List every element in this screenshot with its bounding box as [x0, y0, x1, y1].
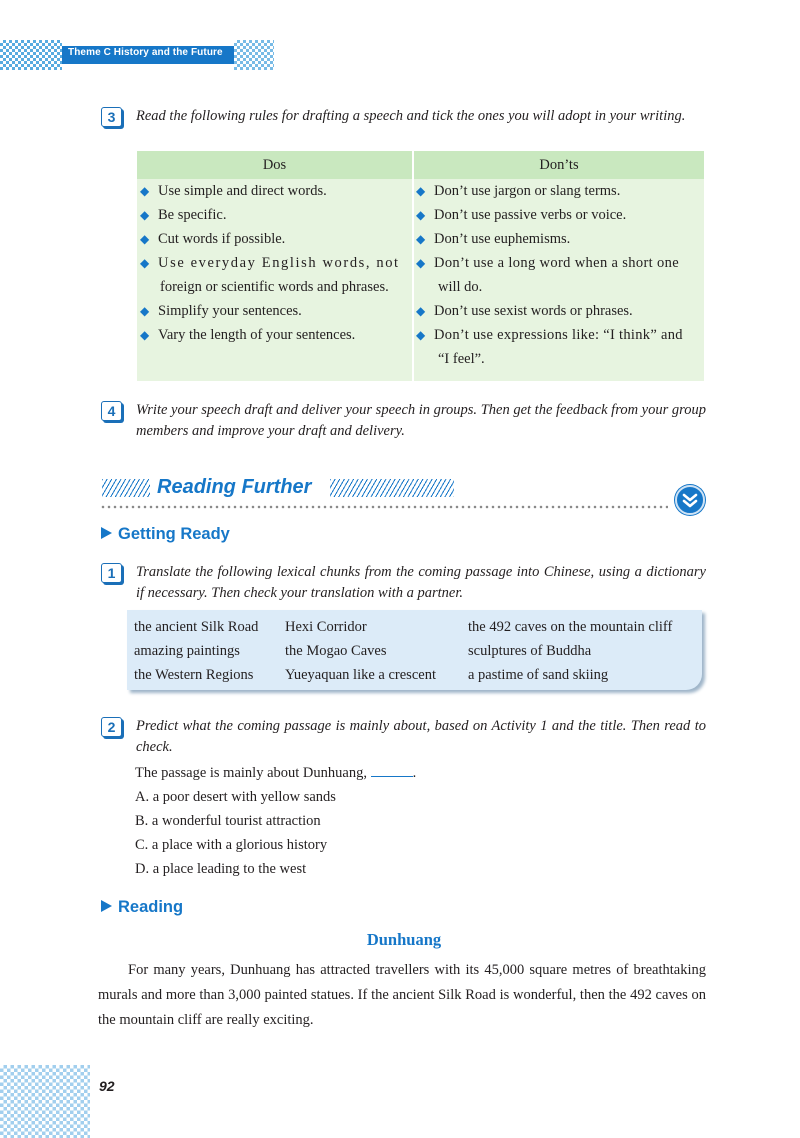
- getting-ready-heading: Getting Ready: [101, 525, 230, 544]
- passage-title: Dunhuang: [366, 930, 442, 949]
- dos-item: ◆ Simplify your sentences.: [140, 299, 302, 323]
- option-a: A. a poor desert with yellow sands: [135, 789, 336, 805]
- option-b: B. a wonderful tourist attraction: [135, 813, 321, 829]
- chunk: the Mogao Caves: [285, 643, 387, 659]
- donts-item: ◆ Don’t use expressions like: “I think” and: [416, 323, 683, 347]
- dotted-rule: [100, 505, 668, 509]
- bullet-icon: ◆: [140, 256, 151, 270]
- reading-heading: Reading: [101, 898, 183, 917]
- activity-2-instruction: Predict what the coming passage is mainly about, based on Activity 1 and the title. Then read to check.: [136, 718, 706, 755]
- option-d: D. a place leading to the west: [135, 861, 307, 877]
- donts-item: ◆ Don’t use passive verbs or voice.: [416, 203, 626, 227]
- play-arrow-icon: [101, 527, 112, 539]
- donts-item: ◆ Don’t use euphemisms.: [416, 227, 570, 251]
- donts-item: ◆ Don’t use sexist words or phrases.: [416, 299, 633, 323]
- dos-item: ◆ Be specific.: [140, 203, 226, 227]
- activity-4-instruction: Write your speech draft and deliver your speech in groups. Then get the feedback from your group members and improve your draft and delivery.: [136, 402, 706, 439]
- dos-item: ◆ Use everyday English words, not: [140, 251, 400, 275]
- page-number: 92: [99, 1078, 115, 1094]
- bullet-icon: ◆: [140, 304, 150, 318]
- chunk: the ancient Silk Road: [134, 619, 259, 635]
- activity-3-instruction: Read the following rules for drafting a speech and tick the ones you will adopt in your writing.: [136, 108, 686, 124]
- donts-item-continued: “I feel”.: [438, 351, 485, 367]
- chunk: the 492 caves on the mountain cliff: [468, 619, 673, 635]
- option-c: C. a place with a glorious history: [135, 837, 328, 853]
- bullet-icon: ◆: [416, 232, 426, 246]
- play-arrow-icon: [101, 900, 112, 912]
- bullet-icon: ◆: [140, 184, 150, 198]
- header-pattern-right: [234, 40, 274, 70]
- reading-further-title: Reading Further: [157, 476, 312, 498]
- donts-header: Don’ts: [414, 151, 704, 179]
- bullet-icon: ◆: [416, 304, 426, 318]
- chunk: a pastime of sand skiing: [468, 667, 609, 683]
- donts-item: ◆ Don’t use a long word when a short one: [416, 251, 679, 275]
- dos-item: ◆ Vary the length of your sentences.: [140, 323, 355, 347]
- answer-blank[interactable]: [371, 762, 413, 777]
- activity-1-instruction: Translate the following lexical chunks from the coming passage into Chinese, using a dictionary if necessary. Then check your translation with a partner.: [136, 564, 706, 601]
- dos-header: Dos: [137, 151, 412, 179]
- chunk: sculptures of Buddha: [468, 643, 592, 659]
- activity-4-number: 4: [101, 401, 122, 421]
- bullet-icon: ◆: [140, 328, 150, 342]
- reading-further-deco-right: [330, 479, 454, 497]
- bullet-icon: ◆: [140, 208, 150, 222]
- bullet-icon: ◆: [416, 208, 426, 222]
- activity-2-number: 2: [101, 717, 122, 737]
- theme-title: Theme C History and the Future: [68, 47, 223, 58]
- reading-further-deco-left: [102, 479, 150, 497]
- header-pattern: [0, 40, 62, 70]
- chunk: Hexi Corridor: [285, 619, 367, 635]
- question-stem: The passage is mainly about Dunhuang, .: [135, 761, 416, 785]
- bullet-icon: ◆: [416, 184, 426, 198]
- dos-item: ◆ Cut words if possible.: [140, 227, 285, 251]
- dos-item: ◆ Use simple and direct words.: [140, 179, 327, 203]
- lexical-chunks-box: [127, 610, 702, 690]
- activity-3-number: 3: [101, 107, 122, 127]
- bullet-icon: ◆: [416, 328, 426, 342]
- bullet-icon: ◆: [416, 256, 426, 270]
- column-divider: [412, 151, 414, 381]
- chunk: amazing paintings: [134, 643, 240, 659]
- chevron-down-icon: [675, 485, 705, 515]
- donts-item: ◆ Don’t use jargon or slang terms.: [416, 179, 620, 203]
- chunk: Yueyaquan like a crescent: [285, 667, 436, 683]
- footer-pattern: [0, 1065, 90, 1138]
- rules-table: [137, 151, 704, 381]
- passage-paragraph: For many years, Dunhuang has attracted travellers with its 45,000 square metres of breathtaking murals and more than 3,000 painted statues. If the ancient Silk Road is wonderful, then the 492 caves on the mountain cliff are really exciting.: [98, 962, 706, 1028]
- chunk: the Western Regions: [134, 667, 254, 683]
- bullet-icon: ◆: [140, 232, 150, 246]
- dos-item-continued: foreign or scientific words and phrases.: [160, 279, 389, 295]
- donts-item-continued: will do.: [438, 279, 483, 295]
- activity-1-number: 1: [101, 563, 122, 583]
